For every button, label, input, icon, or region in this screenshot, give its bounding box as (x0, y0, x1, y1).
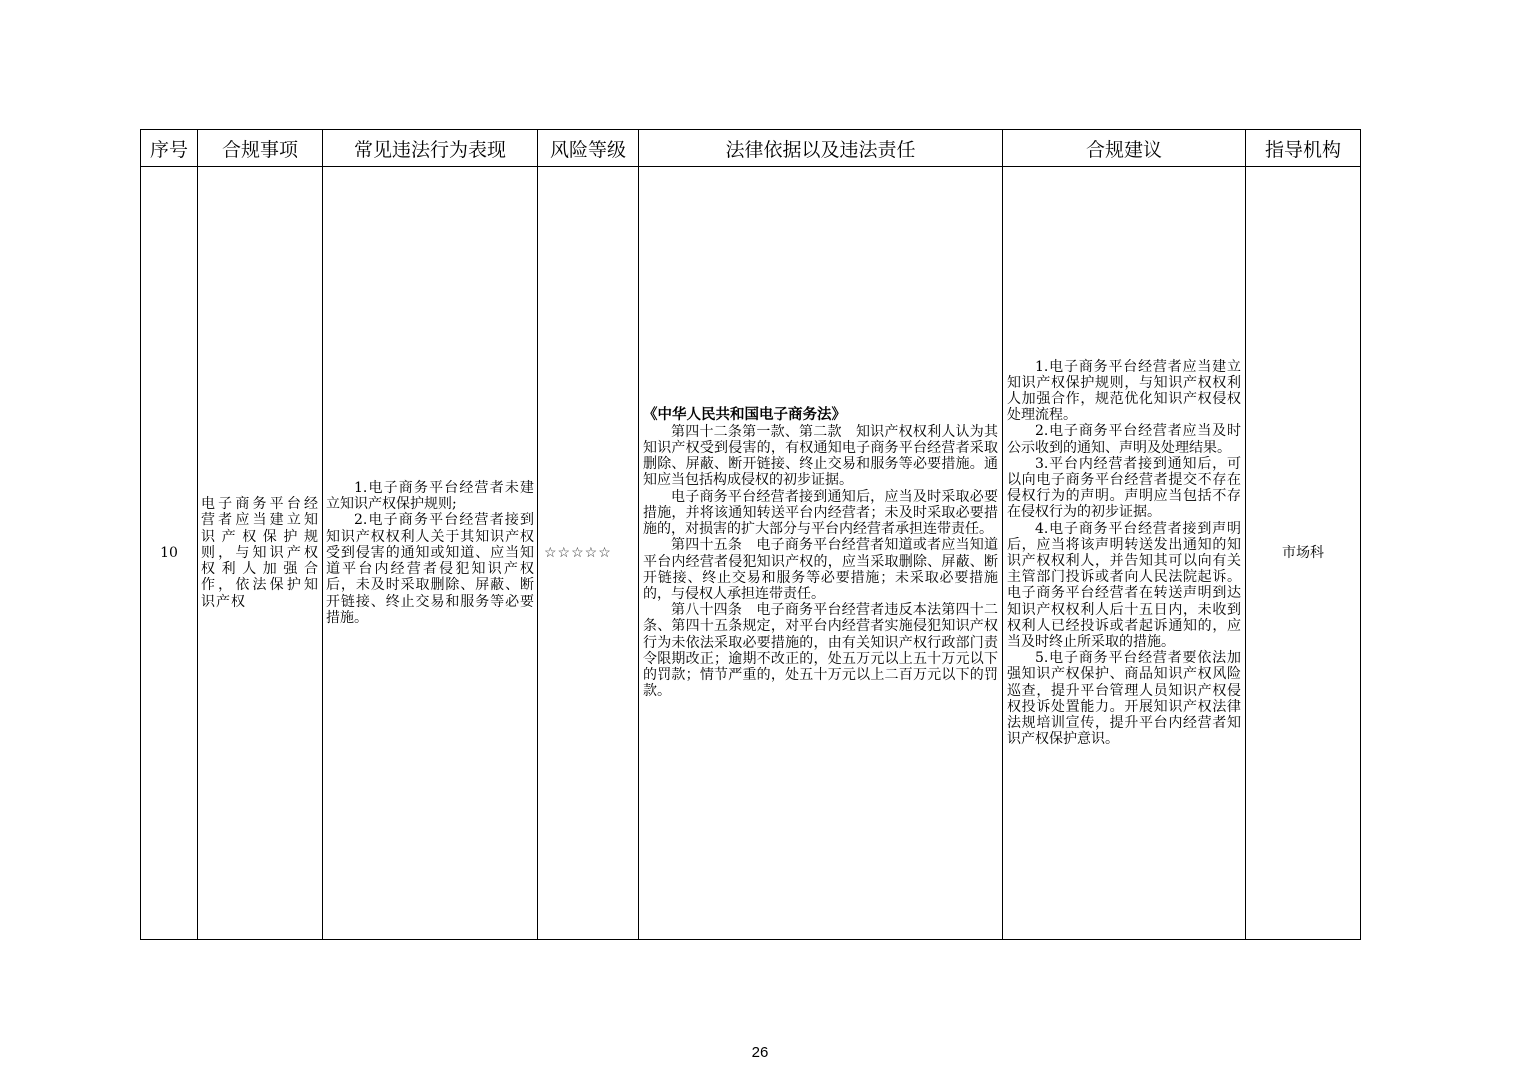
header-compliance-suggestions: 合规建议 (1003, 130, 1246, 167)
suggestion-item: 3.平台内经营者接到通知后，可以向电子商务平台经营者提交不存在侵权行为的声明。声明应当包括不存在侵权行为的初步证据。 (1007, 455, 1241, 521)
row-legal-basis (639, 167, 1003, 940)
row-guiding-agency: 市场科 (1246, 167, 1361, 940)
row-compliance-item: 电子商务平台经营者应当建立知识产权保护规则，与知识产权权利人加强合作，依法保护知识产权 (198, 167, 323, 940)
suggestion-item: 4.电子商务平台经营者接到声明后，应当将该声明转送发出通知的知识产权权利人，并告知其可以向有关主管部门投诉或者向人民法院起诉。电子商务平台经营者在转送声明到达知识产权权利人后十五日内，未收到权利人已经投诉或者起诉通知的，应当及时终止所采取的措施。 (1007, 520, 1241, 651)
law-paragraph: 第八十四条 电子商务平台经营者违反本法第四十二条、第四十五条规定，对平台内经营者实施侵犯知识产权行为未依法采取必要措施的，由有关知识产权行政部门责令限期改正；逾期不改正的，处五万元以上五十万元以下的罚款；情节严重的，处五十万元以上二百万元以下的罚款。 (643, 602, 998, 700)
header-row (141, 130, 1361, 167)
header-risk-level: 风险等级 (538, 130, 639, 167)
behavior-item: 1.电子商务平台经营者未建立知识产权保护规则; (326, 480, 534, 513)
law-paragraph: 第四十五条 电子商务平台经营者知道或者应当知道平台内经营者侵犯知识产权的，应当采取删除、屏蔽、断开链接、终止交易和服务等必要措施；未采取必要措施的，与侵权人承担连带责任。 (643, 537, 998, 602)
law-title: 《中华人民共和国电子商务法》 (643, 405, 846, 423)
header-compliance-item: 合规事项 (198, 130, 323, 167)
table-row (141, 167, 1361, 940)
header-serial-no: 序号 (141, 130, 198, 167)
row-serial-no: 10 (141, 167, 198, 940)
law-paragraph: 第四十二条第一款、第二款 知识产权权利人认为其知识产权受到侵害的，有权通知电子商务平台经营者采取删除、屏蔽、断开链接、终止交易和服务等必要措施。通知应当包括构成侵权的初步证据。 (643, 423, 998, 489)
compliance-table (140, 129, 1361, 940)
row-violation-behaviors (323, 167, 538, 940)
risk-level-stars: ☆☆☆☆☆ (538, 167, 639, 940)
header-violation-behaviors: 常见违法行为表现 (323, 130, 538, 167)
suggestion-item: 1.电子商务平台经营者应当建立知识产权保护规则，与知识产权权利人加强合作，规范优化知识产权侵权处理流程。 (1007, 358, 1241, 424)
row-compliance-suggestions (1003, 167, 1246, 940)
header-legal-basis: 法律依据以及违法责任 (639, 130, 1003, 167)
behavior-item: 2.电子商务平台经营者接到知识产权权利人关于其知识产权受到侵害的通知或知道、应当知道平台内经营者侵犯知识产权后，未及时采取删除、屏蔽、断开链接、终止交易和服务等必要措施。 (326, 512, 534, 626)
page-number: 26 (751, 1044, 769, 1061)
suggestion-item: 5.电子商务平台经营者要依法加强知识产权保护、商品知识产权风险巡查，提升平台管理人员知识产权侵权投诉处置能力。开展知识产权法律法规培训宣传，提升平台内经营者知识产权保护意识。 (1007, 650, 1241, 748)
suggestion-item: 2.电子商务平台经营者应当及时公示收到的通知、声明及处理结果。 (1007, 423, 1241, 456)
header-guiding-agency: 指导机构 (1246, 130, 1361, 167)
law-paragraph: 电子商务平台经营者接到通知后，应当及时采取必要措施，并将该通知转送平台内经营者；未及时采取必要措施的，对损害的扩大部分与平台内经营者承担连带责任。 (643, 488, 998, 538)
